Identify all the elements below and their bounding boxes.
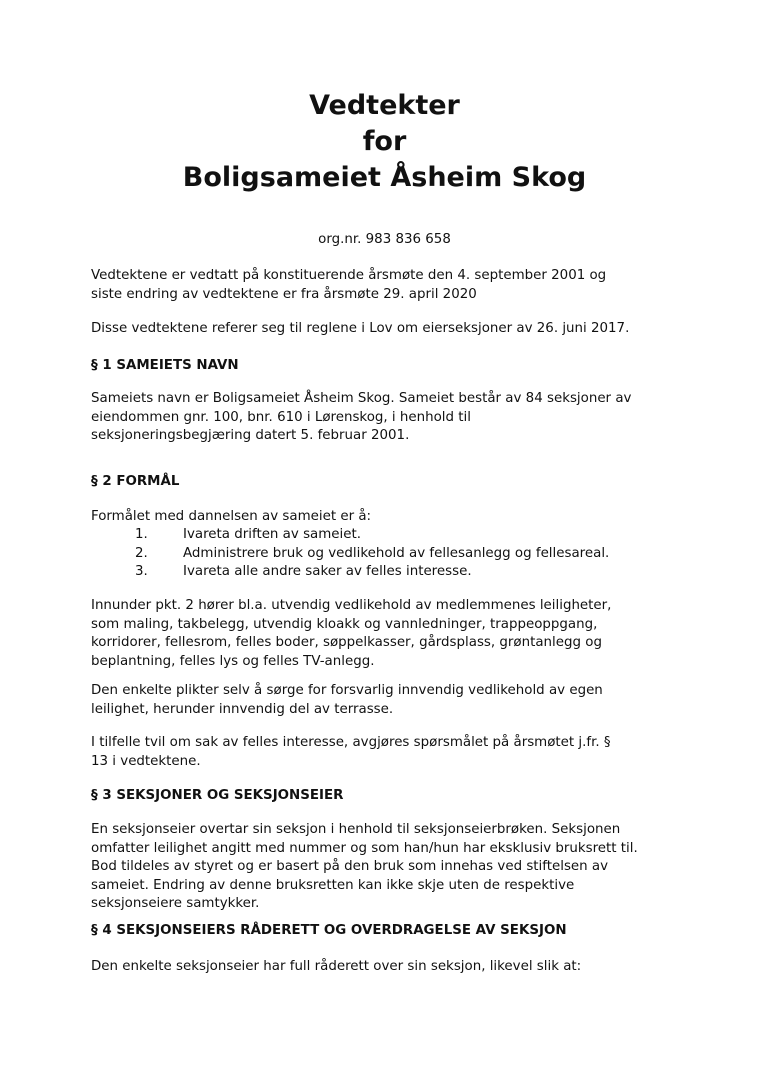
title-line-2: for — [362, 126, 407, 157]
section-4-heading: § 4 SEKSJONSEIERS RÅDERETT OG OVERDRAGELSE AV SEKSJON — [91, 923, 567, 938]
list-item-text: Ivareta alle andre saker av felles interesse. — [183, 564, 472, 579]
intro-paragraph — [91, 267, 711, 304]
list-item-number: 1. — [135, 527, 148, 542]
section-2-p2-line: leilighet, herunder innvendig del av terrasse. — [91, 701, 394, 717]
section-3-line: sameiet. Endring av denne bruksretten kan ikke skje uten de respektive — [91, 877, 575, 893]
section-3-line: omfatter leilighet angitt med nummer og som han/hun har eksklusiv bruksrett til. — [91, 840, 638, 856]
list-item — [135, 526, 609, 545]
section-3-heading: § 3 SEKSJONER OG SEKSJONSEIER — [91, 788, 344, 803]
section-2-paragraph-3 — [91, 734, 711, 771]
section-2-heading: § 2 FORMÅL — [91, 474, 180, 489]
reference-line: Disse vedtektene referer seg til reglene i Lov om eierseksjoner av 26. juni 2017. — [91, 321, 630, 336]
document-title — [0, 88, 769, 196]
section-2-p1-line: Innunder pkt. 2 hører bl.a. utvendig vedlikehold av medlemmenes leiligheter, — [91, 598, 612, 613]
section-4-intro — [91, 958, 711, 977]
list-item-number: 3. — [135, 564, 148, 579]
section-1-paragraph — [91, 390, 711, 446]
section-1-line: seksjoneringsbegjæring datert 5. februar 2001. — [91, 428, 410, 443]
intro-line: Vedtektene er vedtatt på konstituerende årsmøte den 4. september 2001 og — [91, 268, 607, 283]
section-2-p1-line: som maling, takbelegg, utvendig kloakk og vannledninger, trappeoppgang, — [91, 616, 598, 632]
section-2-paragraph-1 — [91, 597, 711, 671]
list-item — [135, 563, 609, 582]
section-3-line: En seksjonseier overtar sin seksjon i henhold til seksjonseierbrøken. Seksjonen — [91, 822, 621, 837]
section-2-p2-line: Den enkelte plikter selv å sørge for forsvarlig innvendig vedlikehold av egen — [91, 683, 603, 698]
section-1-line: eiendommen gnr. 100, bnr. 610 i Lørenskog, i henhold til — [91, 409, 471, 425]
purpose-list — [135, 526, 609, 582]
section-2-intro-line: Formålet med dannelsen av sameiet er å: — [91, 509, 372, 524]
section-3-line: seksjonseiere samtykker. — [91, 896, 260, 911]
reference-paragraph — [91, 320, 711, 339]
section-3-line: Bod tildeles av styret og er basert på den bruk som innehas ved stiftelsen av — [91, 859, 609, 874]
list-item-text: Ivareta driften av sameiet. — [183, 527, 361, 542]
section-4-intro-line: Den enkelte seksjonseier har full råderett over sin seksjon, likevel slik at: — [91, 959, 582, 974]
section-2-p3-line: I tilfelle tvil om sak av felles interesse, avgjøres spørsmålet på årsmøtet j.fr. § — [91, 735, 611, 750]
section-3-paragraph — [91, 821, 711, 914]
section-1-heading: § 1 SAMEIETS NAVN — [91, 358, 239, 373]
section-2-p1-line: beplantning, felles lys og felles TV-anlegg. — [91, 653, 375, 669]
title-line-3: Boligsameiet Åsheim Skog — [182, 162, 587, 193]
section-2-intro — [91, 508, 711, 527]
section-2-p1-line: korridorer, fellesrom, felles boder, søppelkasser, gårdsplass, grøntanlegg og — [91, 635, 602, 650]
list-item — [135, 545, 609, 564]
section-2-paragraph-2 — [91, 682, 711, 719]
section-1-line: Sameiets navn er Boligsameiet Åsheim Skog. Sameiet består av 84 seksjoner av — [91, 391, 632, 406]
title-line-1: Vedtekter — [309, 90, 460, 121]
intro-line: siste endring av vedtektene er fra årsmøte 29. april 2020 — [91, 286, 477, 302]
list-item-text: Administrere bruk og vedlikehold av fellesanlegg og fellesareal. — [183, 545, 610, 561]
org-number: org.nr. 983 836 658 — [318, 232, 451, 247]
section-2-p3-line: 13 i vedtektene. — [91, 753, 201, 769]
list-item-number: 2. — [135, 545, 148, 561]
